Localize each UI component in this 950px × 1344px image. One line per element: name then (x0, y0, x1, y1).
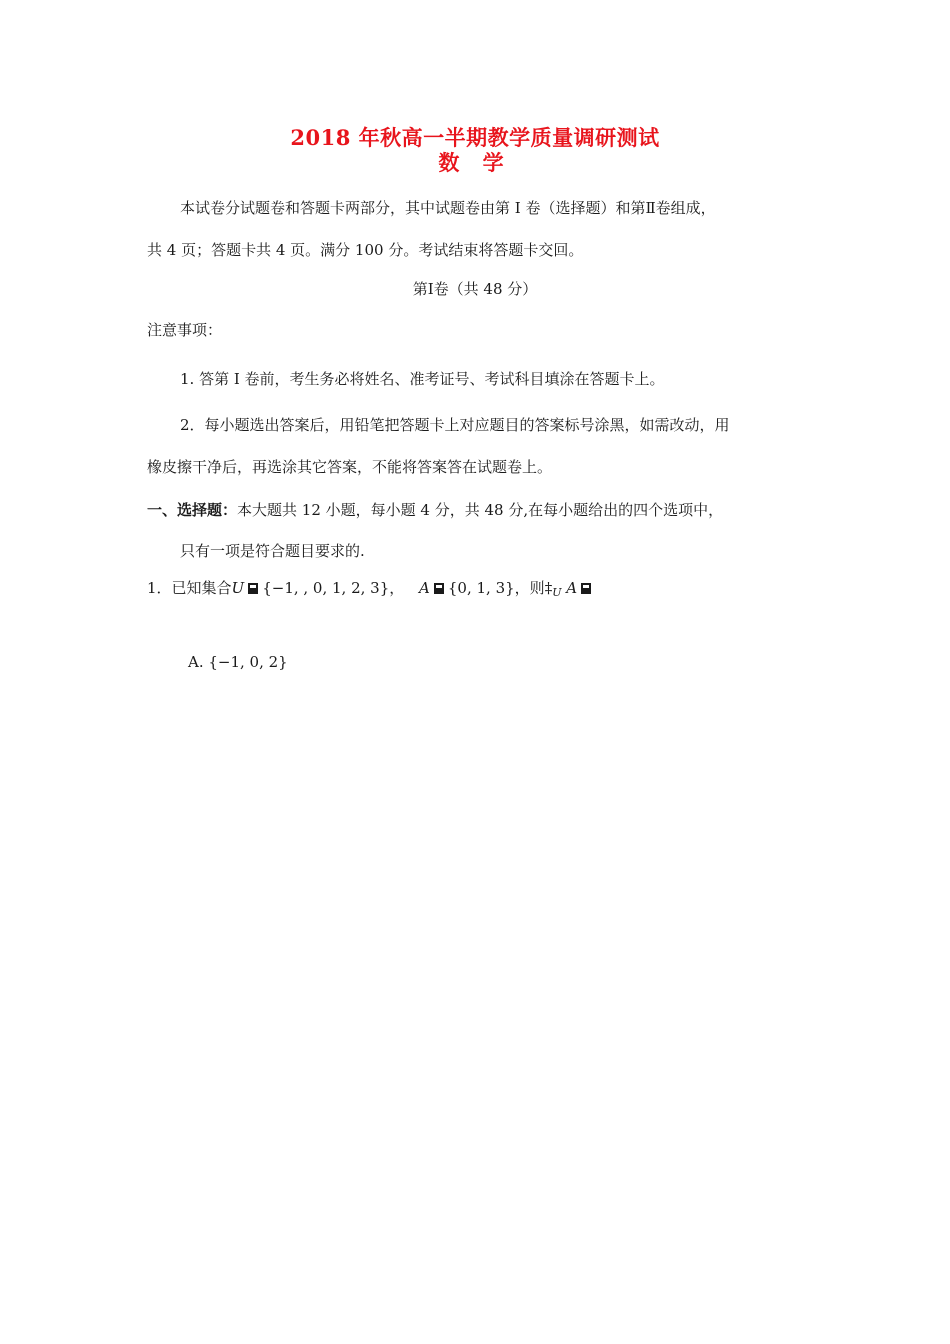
section-heading-text: 第Ⅰ卷（共 48 分） (412, 280, 538, 298)
part1-label: 一、选择题： (147, 501, 238, 519)
note-item-2-line-2: 橡皮擦干净后，再选涂其它答案，不能将答案答在试题卷上。 (147, 458, 553, 476)
part1-description: 本大题共 12 小题，每小题 4 分，共 48 分,在每小题给出的四个选项中， (237, 501, 724, 519)
set-a-var: A (419, 579, 430, 597)
question-1-prefix: 1．已知集合 (147, 579, 232, 597)
exam-title: 2018 年秋高一半期教学质量调研测试 (290, 125, 660, 150)
equals-glyph-icon (434, 583, 444, 594)
option-a: A. {−1, 0, 2} (188, 653, 288, 671)
intro-line-2: 共 4 页；答题卡共 4 页。满分 100 分。考试结束将答题卡交回。 (147, 241, 584, 259)
section-heading (0, 279, 950, 299)
equals-glyph-icon (248, 583, 258, 594)
question-1 (147, 578, 595, 603)
intro-line-1: 本试卷分试题卷和答题卡两部分，其中试题卷由第 Ⅰ 卷（选择题）和第Ⅱ卷组成， (180, 199, 716, 217)
note-item-1: 1. 答第 Ⅰ 卷前，考生务必将姓名、准考证号、考试科目填涂在答题卡上。 (180, 370, 665, 388)
part1-line-1 (147, 500, 723, 520)
part1-line-2: 只有一项是符合题目要求的. (180, 542, 365, 560)
complement-subscript: U (552, 586, 562, 599)
note-item-2-line-1: 2．每小题选出答案后，用铅笔把答题卡上对应题目的答案标号涂黑，如需改动，用 (180, 416, 730, 434)
set-u-elements: {−1, , 0, 1, 2, 3}， (262, 579, 405, 597)
complement-symbol: ‡ (544, 579, 553, 597)
set-a-elements: {0, 1, 3}，则 (447, 579, 545, 597)
exam-subject: 数 学 (438, 150, 512, 175)
set-a-var-2: A (566, 579, 578, 597)
set-u-var: U (231, 579, 245, 597)
notes-label: 注意事项： (147, 321, 223, 339)
equals-glyph-icon (581, 583, 591, 594)
